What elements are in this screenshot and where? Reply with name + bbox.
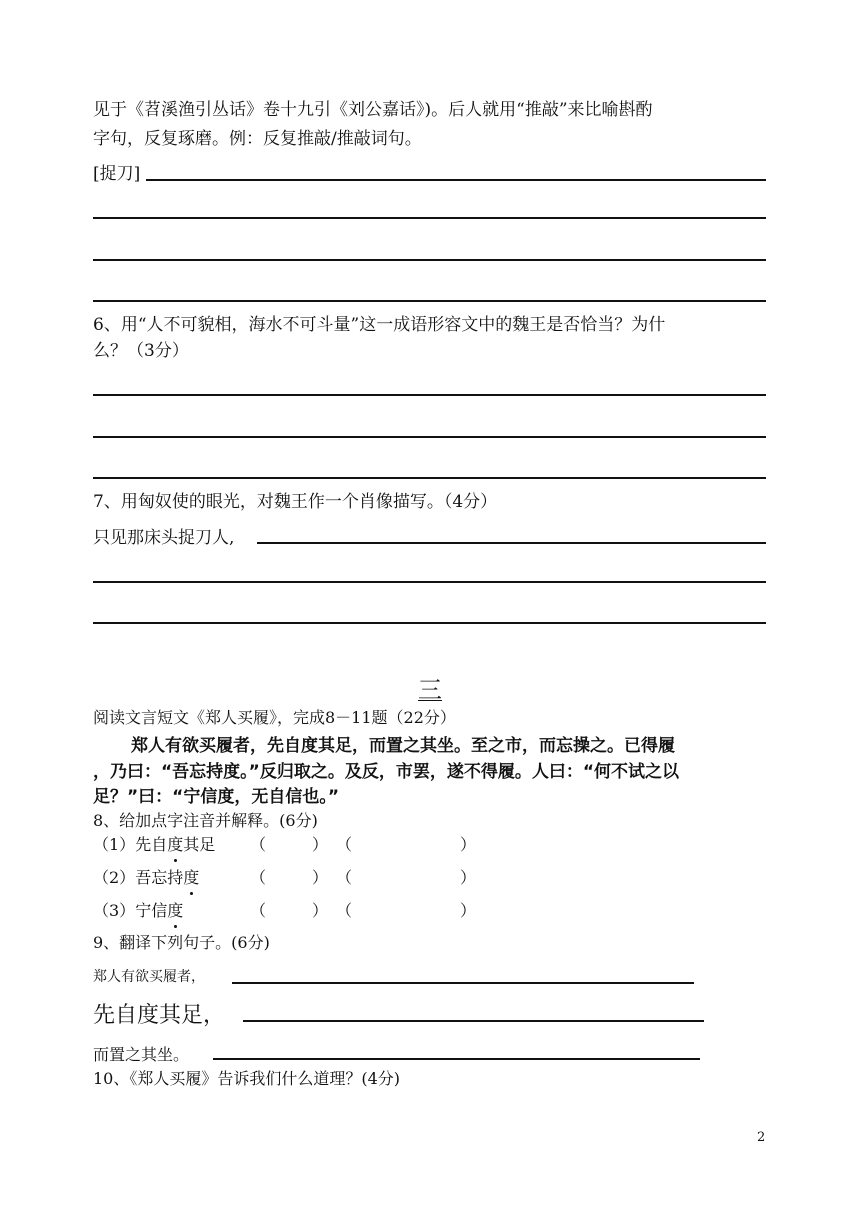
paren-open: （ (250, 901, 267, 920)
dotted-char: 度 (167, 832, 183, 855)
dotted-char: 度 (167, 898, 183, 921)
paren-close: ） (460, 868, 477, 887)
q8-item (93, 898, 183, 921)
q8-item-pre: 宁信 (135, 901, 168, 920)
section-numeral-underline (418, 700, 442, 701)
q6-line-2: 么？（3分） (93, 341, 189, 361)
answer-line[interactable] (93, 300, 766, 302)
q8-item (93, 865, 199, 888)
q10-title: 10、《郑人买履》告诉我们什么道理？(4分) (93, 1069, 401, 1088)
answer-line[interactable] (93, 436, 766, 438)
answer-line[interactable] (257, 542, 766, 544)
answer-line[interactable] (146, 179, 766, 181)
paren-open: （ (336, 868, 353, 887)
paren-close: ） (460, 901, 477, 920)
q7-prompt: 只见那床头捉刀人, (93, 528, 235, 548)
zhuodao-label: [捉刀] (93, 164, 141, 184)
q8-item-num: （3） (93, 901, 136, 920)
paren-close: ） (460, 835, 477, 854)
answer-line[interactable] (93, 477, 766, 479)
answer-line[interactable] (93, 217, 766, 219)
section-numeral: 三 (418, 676, 442, 704)
paren-open: （ (336, 835, 353, 854)
paren-close: ） (312, 901, 329, 920)
q8-item-pre: 先自 (135, 835, 168, 854)
answer-line[interactable] (232, 982, 694, 984)
dotted-char: 度 (183, 865, 199, 888)
answer-line[interactable] (243, 1020, 704, 1022)
q8-item (93, 832, 215, 855)
q8-item-num: （2） (93, 868, 136, 887)
q8-item-pre: 吾忘持 (135, 868, 184, 887)
q9-sentence-3: 而置之其坐。 (93, 1045, 190, 1064)
q9-sentence-1: 郑人有欲买履者， (93, 969, 205, 985)
passage-line-1: 郑人有欲买履者，先自度其足，而置之其坐。至之市，而忘操之。已得履 (131, 736, 675, 756)
q8-title: 8、给加点字注音并解释。(6分) (93, 811, 318, 830)
q6-line-1: 6、用“人不可貌相，海水不可斗量”这一成语形容文中的魏王是否恰当？为什 (93, 315, 666, 335)
intro-line-1: 见于《苕溪渔引丛话》卷十九引《刘公嘉话》)。后人就用“推敲”来比喻斟酌 (93, 100, 653, 120)
answer-line[interactable] (213, 1058, 700, 1060)
section-intro: 阅读文言短文《郑人买履》，完成8－11题（22分） (93, 708, 456, 727)
answer-line[interactable] (93, 259, 766, 261)
intro-line-2: 字句，反复琢磨。例：反复推敲/推敲词句。 (93, 129, 422, 149)
q7-question: 7、用匈奴使的眼光，对魏王作一个肖像描写。（4分） (93, 492, 498, 512)
paren-close: ） (312, 835, 329, 854)
q9-sentence-2: 先自度其足， (93, 1003, 226, 1028)
q8-item-num: （1） (93, 835, 136, 854)
answer-line[interactable] (93, 581, 766, 583)
answer-line[interactable] (93, 394, 766, 396)
paren-open: （ (250, 868, 267, 887)
q9-title: 9、翻译下列句子。(6分) (93, 933, 270, 952)
paren-open: （ (250, 835, 267, 854)
paren-open: （ (336, 901, 353, 920)
answer-line[interactable] (93, 622, 766, 624)
q8-item-post: 其足 (183, 835, 216, 854)
passage-line-3: 足？”曰：“宁信度，无自信也。” (93, 787, 340, 807)
passage-line-2: ，乃曰：“吾忘持度。”反归取之。及反，市罢，遂不得履。人曰：“何不试之以 (93, 762, 680, 782)
paren-close: ） (312, 868, 329, 887)
page-number: 2 (757, 1130, 766, 1145)
